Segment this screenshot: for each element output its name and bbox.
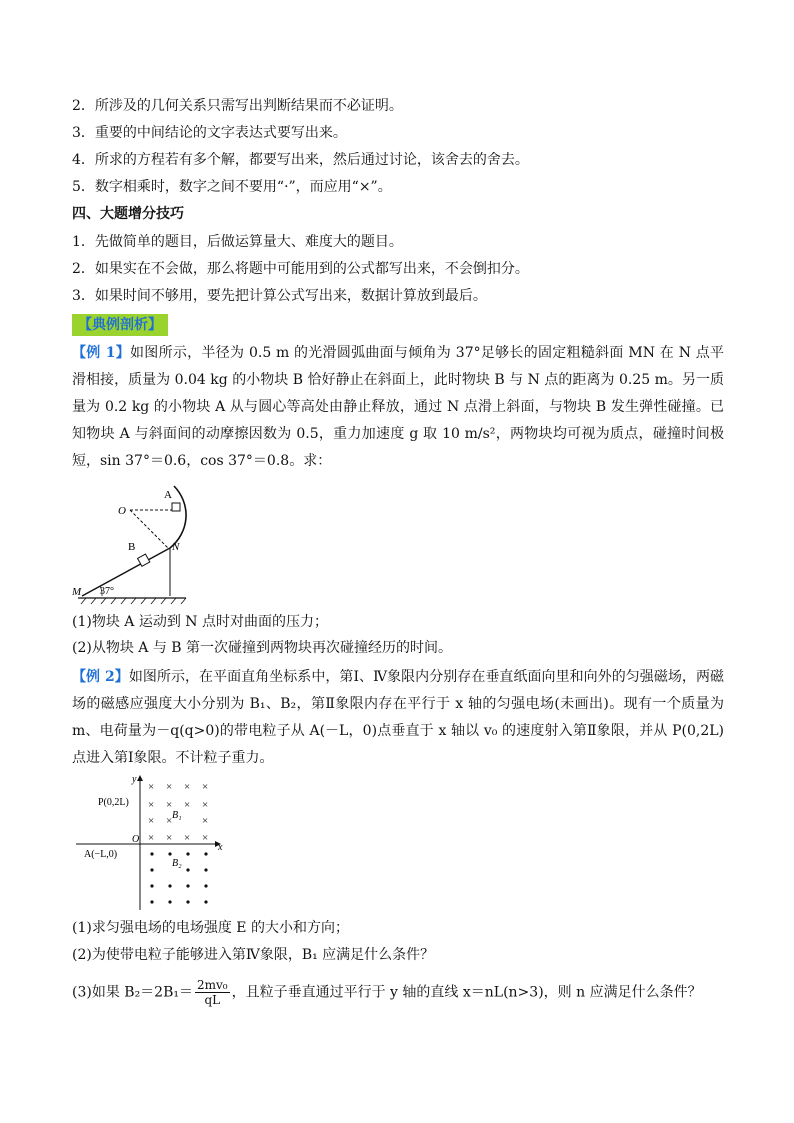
label-p: P(0,2L) xyxy=(98,797,129,808)
ground-hatch xyxy=(81,598,186,604)
incline-mn xyxy=(82,548,170,596)
label-a: A(−L,0) xyxy=(84,849,118,860)
label-b2: B₂ xyxy=(172,858,182,869)
label-o: O xyxy=(118,505,126,517)
example2-text xyxy=(72,664,724,772)
svg-text:×: × xyxy=(184,832,191,844)
example1-q2: (2)从物块 A 与 B 第一次碰撞到两物块再次碰撞经历的时间。 xyxy=(72,640,453,656)
example2-q2: (2)为使带电粒子能够进入第Ⅳ象限，B₁ 应满足什么条件？ xyxy=(72,947,435,963)
svg-text:×: × xyxy=(166,799,173,811)
q3-suffix: ，且粒子垂直通过平行于 y 轴的直线 x＝nL(n>3)，则 n 应满足什么条件？ xyxy=(231,984,702,1001)
label-x: x xyxy=(218,842,223,853)
svg-text:×: × xyxy=(202,781,209,793)
label-b: B xyxy=(128,541,136,553)
svg-text:×: × xyxy=(148,781,155,793)
arc-surface xyxy=(170,486,186,548)
label-o: O xyxy=(132,834,140,845)
label-a: A xyxy=(164,489,172,501)
label-angle: 37° xyxy=(100,586,114,597)
example1-figure xyxy=(72,478,202,612)
q3-fraction xyxy=(195,978,230,1007)
example2-q3 xyxy=(72,978,702,1007)
q3-fraction-denominator: qL xyxy=(204,993,221,1007)
block-a xyxy=(172,503,180,511)
tip-3: 3．如果时间不够用，要先把计算公式写出来，数据计算放到最后。 xyxy=(72,288,487,304)
example2-figure xyxy=(72,772,232,912)
field-out-of-page-row2 xyxy=(186,868,189,871)
svg-text:×: × xyxy=(202,799,209,811)
example2-q1: (1)求匀强电场的电场强度 E 的大小和方向； xyxy=(72,920,349,936)
svg-text:×: × xyxy=(148,832,155,844)
example2-body: 如图所示，在平面直角坐标系中，第Ⅰ、Ⅳ象限内分别存在垂直纸面向里和向外的匀强磁场，两磁场的磁感应强度大小分别为 B₁、B₂，第Ⅱ象限内存在平行于 x 轴的匀强电场(未画出)。现有一个质量为 m、电荷量为－q(q>0)的带电粒子从 A(－L，0)点垂直于 x 轴以 v₀ 的速度射入第Ⅱ象限，并从 P(0,2L)点进入第Ⅰ象限。不计粒子重力。 xyxy=(72,669,725,766)
svg-text:×: × xyxy=(166,832,173,844)
tip-1: 1．先做简单的题目，后做运算量大、难度大的题目。 xyxy=(72,234,403,250)
rule-2: 2．所涉及的几何关系只需写出判断结果而不必证明。 xyxy=(72,98,403,114)
example2-tag: 【例 2】 xyxy=(72,669,129,685)
example-header: 【典例剖析】 xyxy=(72,314,168,336)
svg-text:×: × xyxy=(148,815,155,827)
svg-text:×: × xyxy=(148,799,155,811)
example1-tag: 【例 1】 xyxy=(72,345,131,361)
section-title: 四、大题增分技巧 xyxy=(72,206,184,222)
tip-2: 2．如果实在不会做，那么将题中可能用到的公式都写出来，不会倒扣分。 xyxy=(72,261,529,277)
svg-text:×: × xyxy=(166,815,173,827)
rule-3: 3．重要的中间结论的文字表达式要写出来。 xyxy=(72,125,347,141)
svg-text:×: × xyxy=(166,781,173,793)
svg-text:×: × xyxy=(184,781,191,793)
q3-prefix: (3)如果 B₂＝2B₁＝ xyxy=(72,984,193,1001)
rule-4: 4．所求的方程若有多个解，都要写出来，然后通过讨论，该舍去的舍去。 xyxy=(72,152,529,168)
svg-text:×: × xyxy=(184,799,191,811)
svg-text:×: × xyxy=(202,815,209,827)
label-m: M xyxy=(72,586,82,598)
label-y: y xyxy=(132,774,137,785)
example1-body: 如图所示，半径为 0.5 m 的光滑圆弧曲面与倾角为 37°足够长的固定粗糙斜面 MN 在 N 点平滑相接，质量为 0.04 kg 的小物块 B 恰好静止在斜面上，此时物块 B 与 N 点的距离为 0.25 m。另一质量为 0.2 kg 的小物块 A 从与圆心等高处由静止释放，通过 N 点滑上斜面，与物块 B 发生弹性碰撞。已知物块 A 与斜面间的动摩擦因数为 0.5，重力加速度 g 取 10 m/s²，两物块均可视为质点，碰撞时间极短，sin 37°＝0.6，cos 37°＝0.8。求： xyxy=(72,345,724,469)
label-n: N xyxy=(172,541,180,553)
q3-fraction-numerator: 2mv₀ xyxy=(197,978,228,992)
label-b1: B₁ xyxy=(172,810,182,821)
rule-5: 5．数字相乘时，数字之间不要用“·”，而应用“×”。 xyxy=(72,179,392,195)
svg-text:×: × xyxy=(202,832,209,844)
radius-to-n xyxy=(130,510,168,548)
example1-q1: (1)物块 A 运动到 N 点时对曲面的压力； xyxy=(72,614,328,630)
example1-text xyxy=(72,340,724,475)
